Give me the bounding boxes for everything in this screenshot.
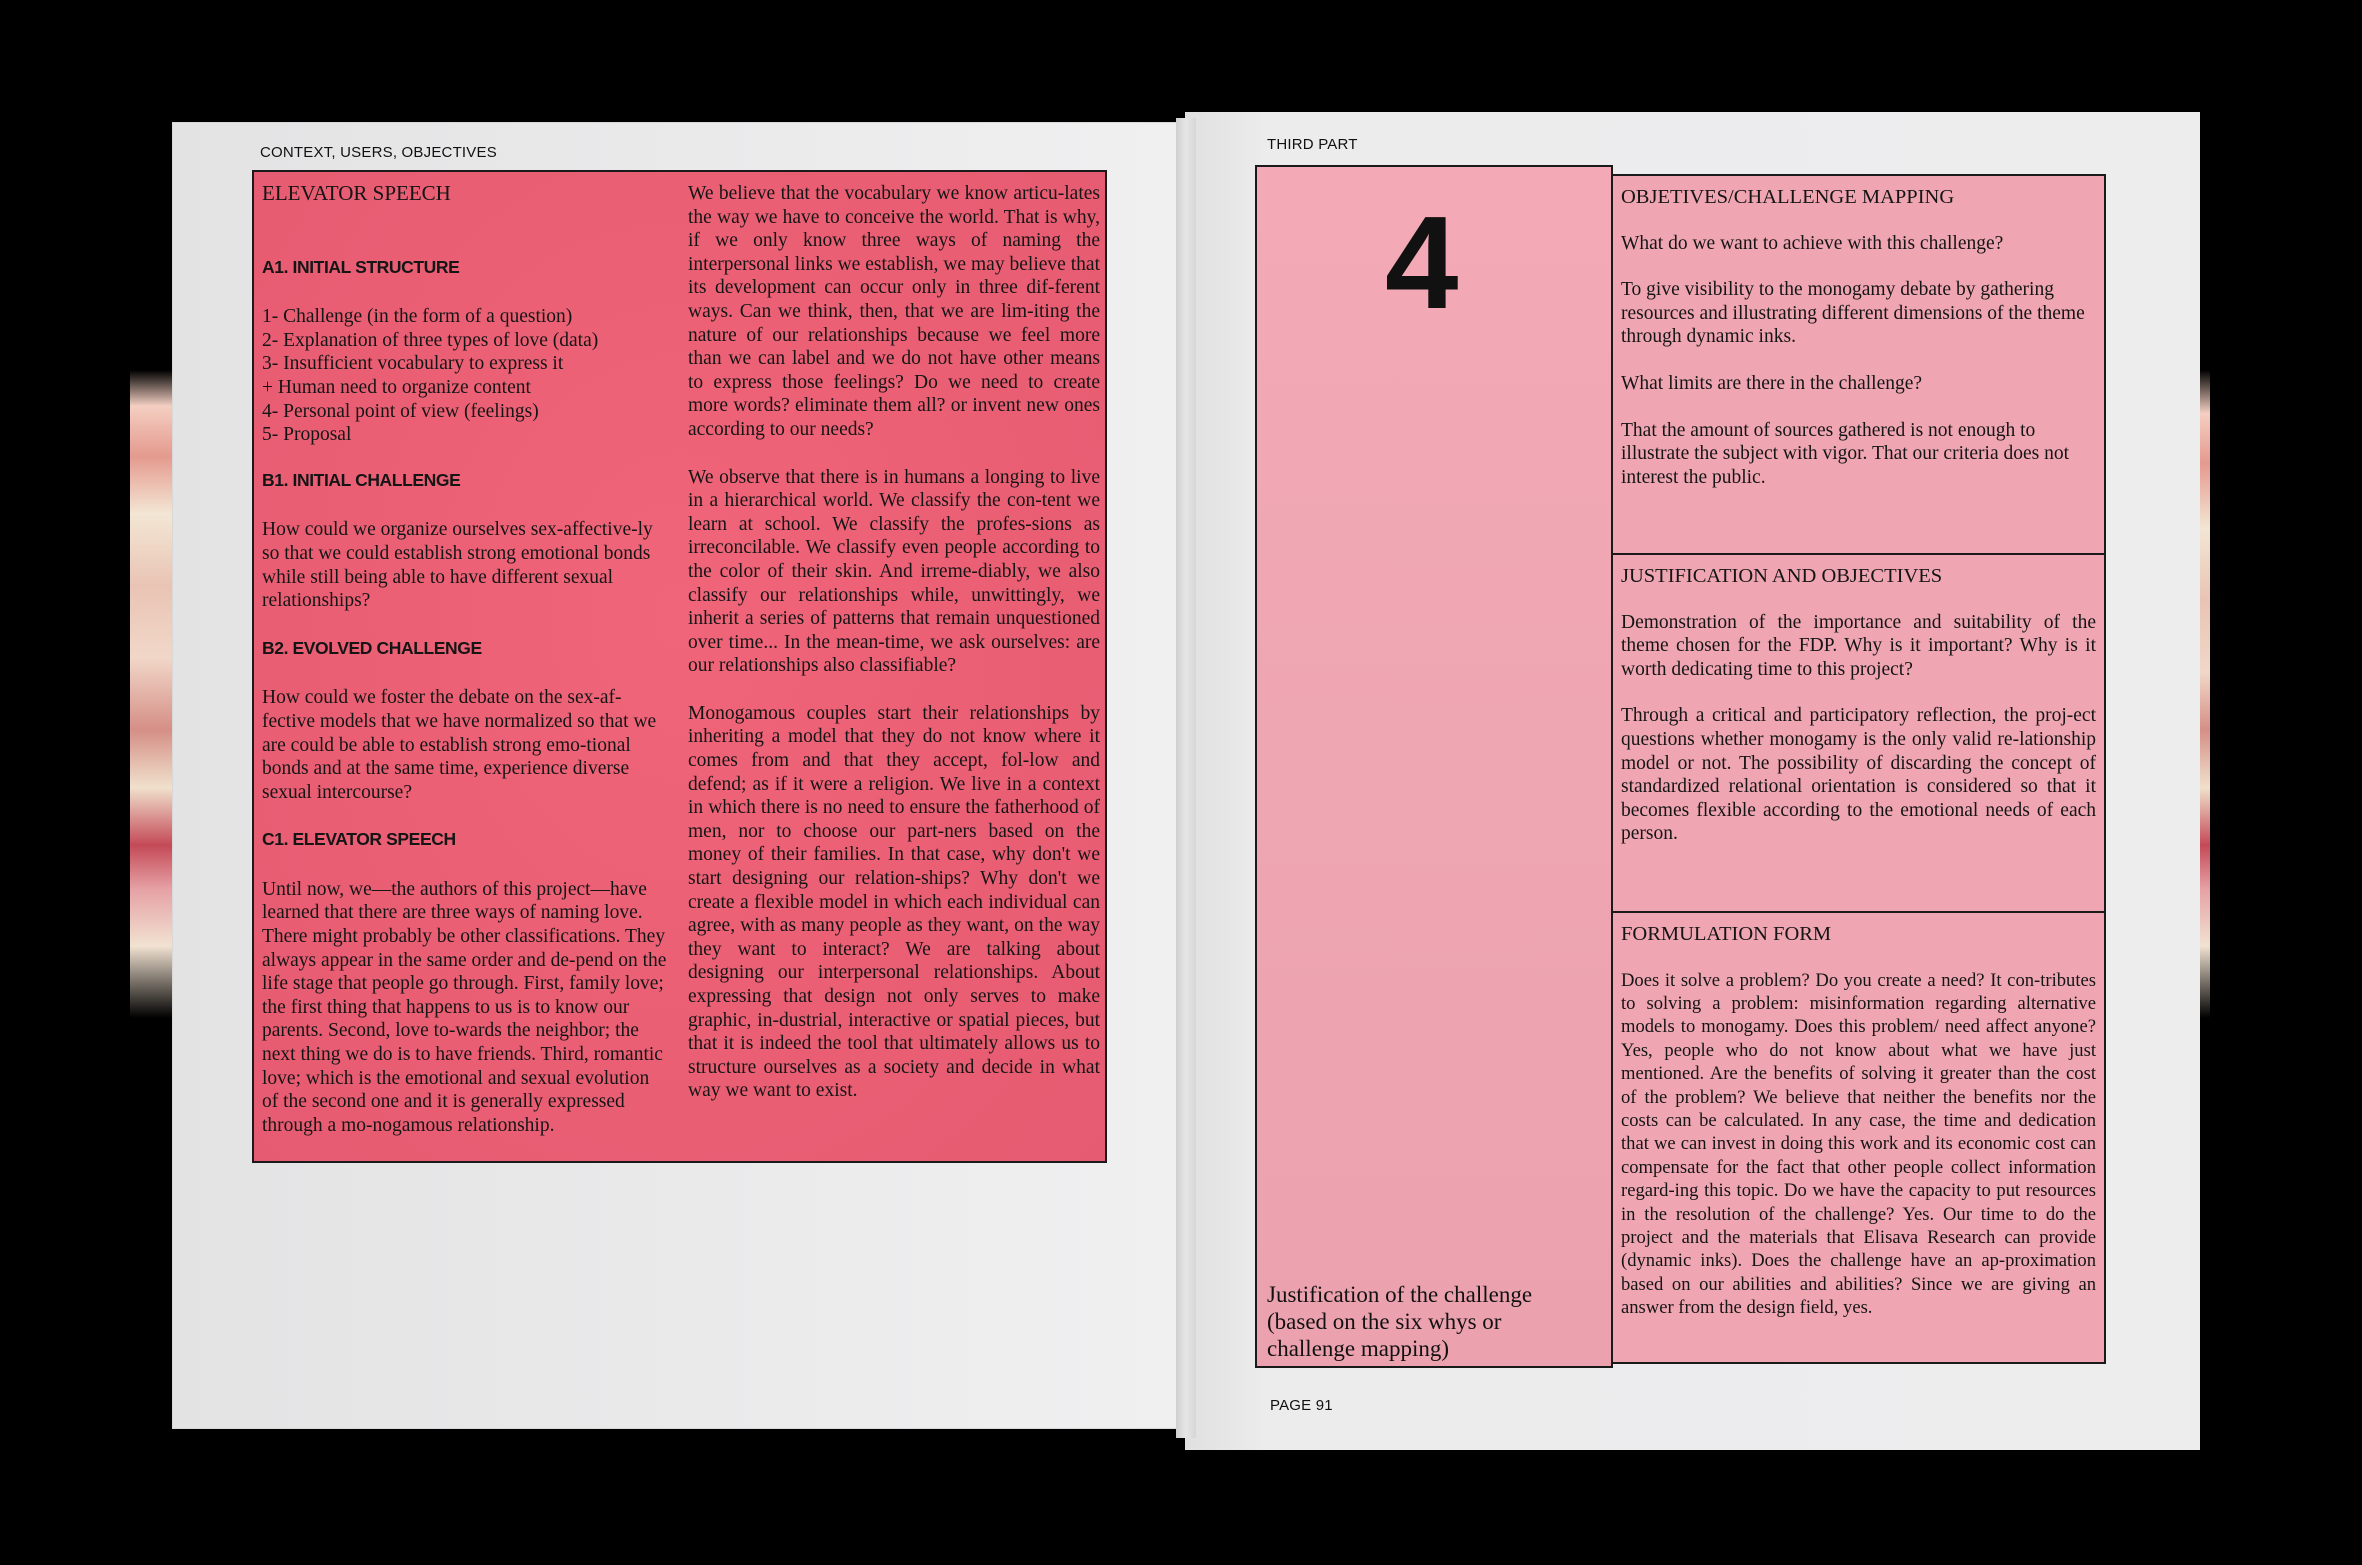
paragraph-b1: How could we organize ourselves sex-affective-ly so that we could establish strong emotional bonds while still being able to have different sexual relationships? [262, 519, 653, 612]
paragraph-monogamy: Monogamous couples start their relationships by inheriting a model that they do not know where it comes from and that they accept, fol-low and defend; as if it were a religion. We live in a context in which there is no need to ensure the fatherhood of men, nor to choose our part-ners based on the money of their families. In that case, why don't we start designing our relation-ships? Why don't we create a flexible model in which each individual can agree, with as many people as they want, on the way they want to interact? We are talking about designing our interpersonal relationships. About expressing that design not only serves to make graphic, in-dustrial, interactive or spatial pieces, but that it is indeed the tool that ultimately allows us to structure ourselves as a society and decide in what way we want to exist. [688, 702, 1100, 1102]
objectives-box [1611, 174, 2106, 555]
section-number: 4 [1385, 189, 1459, 336]
paragraph-hierarchy: We observe that there is in humans a longing to live in a hierarchical world. We classify the con-tent we learn at school. We classify the profes-sions as irreconcilable. We classify even people according to the color of their skin. And irreme-diably, we also classify our relationships while, unwittingly, we inherit a series of patterns that remain unquestioned over time... In the mean-time, we ask ourselves: are our relationships also classifiable? [688, 466, 1100, 677]
running-head-left: CONTEXT, USERS, OBJECTIVES [260, 144, 497, 161]
heading-c1: C1. ELEVATOR SPEECH [262, 829, 456, 850]
running-head-right: THIRD PART [1267, 136, 1358, 153]
justification-box [1611, 553, 2106, 913]
box-title: FORMULATION FORM [1621, 923, 1832, 945]
elevator-speech-panel [252, 170, 1107, 1163]
question: What do we want to achieve with this challenge? [1621, 232, 2004, 254]
list-item: + Human need to organize content [262, 376, 531, 398]
paragraph-vocabulary: We believe that the vocabulary we know articu-lates the way we have to conceive the world. That is why, if we only know three ways of naming the interpersonal links we establish, we may believe that its development can occur only in three dif-ferent ways. Can we think, then, that we are lim-iting the nature of our relationships because we feel more than we can label and we do not have other means to express those feelings? Do we need to create more words? eliminate them all? or invent new ones according to our needs? [688, 183, 1100, 440]
list-item: 5- Proposal [262, 424, 352, 446]
formulation-box [1611, 911, 2106, 1364]
section-number-panel [1255, 165, 1613, 1368]
list-item: 1- Challenge (in the form of a question) [262, 306, 573, 328]
paragraph: Through a critical and participatory reflection, the proj-ect questions whether monogamy is the only valid re-lationship model or not. The possibility of discarding the concept of standardized relational orientation is considered so that it becomes flexible according to the emotional needs of each person. [1621, 705, 2096, 845]
heading-b2: B2. EVOLVED CHALLENGE [262, 637, 482, 658]
list-item: 4- Personal point of view (feelings) [262, 400, 539, 422]
left-column [262, 182, 670, 1161]
answer: To give visibility to the monogamy debate by gathering resources and illustrating different dimensions of the theme through dynamic inks. [1621, 279, 2085, 348]
question: What limits are there in the challenge? [1621, 372, 1923, 394]
booklet-spine [1176, 118, 1196, 1438]
box-title: OBJETIVES/CHALLENGE MAPPING [1621, 186, 1955, 208]
list-item: 3- Insufficient vocabulary to express it [262, 353, 564, 375]
answer: That the amount of sources gathered is not enough to illustrate the subject with vigor. That our criteria does not interest the public. [1621, 419, 2070, 488]
paragraph-c1: Until now, we—the authors of this project—have learned that there are three ways of naming love. There might probably be other classifications. They always appear in the same order and de-pend on the life stage that people go through. First, family love; the first thing that happens to us is to know our parents. Second, love to-wards the neighbor; the next thing we do is to have friends. Third, romantic love; which is the emotional and sexual evolution of the second one and it is generally expressed through a mo-nogamous relationship. [262, 878, 667, 1136]
page-number: PAGE 91 [1270, 1397, 1333, 1414]
paragraph-b2: How could we foster the debate on the sex-af-fective models that we have normalized so that we are could be able to establish strong emo-tional bonds and at the same time, experience diverse sexual intercourse? [262, 687, 657, 803]
right-column [688, 182, 1100, 1127]
section-caption: Justification of the challenge (based on the six whys or challenge mapping) [1267, 1282, 1533, 1361]
list-item: 2- Explanation of three types of love (data) [262, 329, 599, 351]
paragraph: Does it solve a problem? Do you create a need? It con-tributes to solving a problem: misinformation regarding alternative models to monogamy. Does this problem/ need affect anyone? Yes, people who do not know about what we have just mentioned. Are the benefits of solving it greater than the cost of the problem? We believe that neither the benefits nor the costs can be calculated. In any case, the time and dedication that we can invest in doing this work and its economic cost can compensate for the fact that other people collect information regard-ing this topic. Do we have the capacity to put resources in the resolution of the challenge? Yes. Our time to do the project and the materials that Elisava Research can provide (dynamic inks). Does the challenge have an ap-proximation based on our abilities and abilities? Since we are giving an answer from the design field, yes. [1621, 969, 2096, 1319]
heading-a1: A1. INITIAL STRUCTURE [262, 256, 460, 277]
box-title: JUSTIFICATION AND OBJECTIVES [1621, 565, 1943, 587]
heading-b1: B1. INITIAL CHALLENGE [262, 469, 461, 490]
structure-list [262, 305, 670, 447]
panel-title: ELEVATOR SPEECH [262, 181, 451, 205]
paragraph: Demonstration of the importance and suitability of the theme chosen for the FDP. Why is it important? Why is it worth dedicating time to this project? [1621, 611, 2096, 680]
